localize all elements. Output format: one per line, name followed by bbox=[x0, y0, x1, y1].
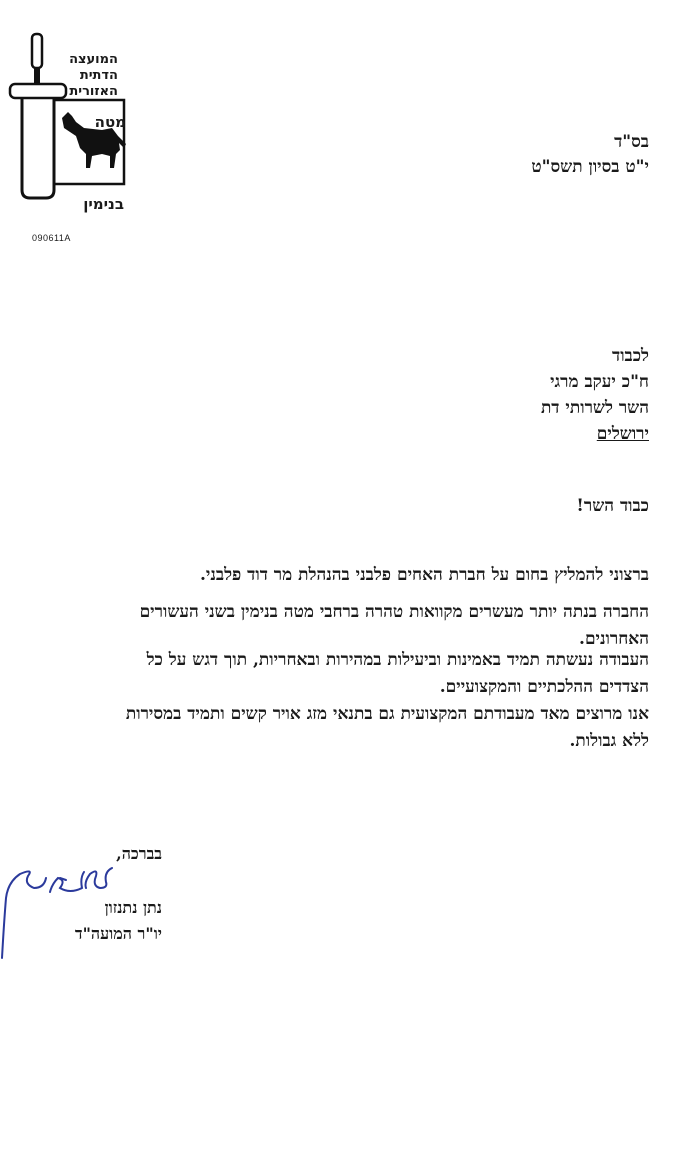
salutation: כבוד השר! bbox=[576, 496, 649, 516]
closing: בברכה, bbox=[116, 844, 162, 863]
reference-code: 090611A bbox=[32, 233, 71, 243]
body-line: האחרונים. bbox=[579, 629, 649, 649]
body-line: אנו מרוצים מאד מעבודתם המקצועית גם בתנאי מזג אויר קשים ותמיד במסירות bbox=[125, 704, 649, 724]
address-to: לכבוד bbox=[612, 346, 649, 366]
address-role: השר לשרותי דת bbox=[540, 398, 649, 418]
bsd-header: בס"ד bbox=[614, 132, 649, 152]
signatory-name: נתן נתנזון bbox=[104, 898, 162, 917]
address-city: ירושלים bbox=[596, 424, 649, 444]
body-line: החברה בנתה יותר מעשרים מקוואות טהרה ברחבי מטה בנימין בשני העשורים bbox=[139, 602, 649, 622]
body-line: ברצוני להמליץ בחום על חברת האחים פלבני בהנהלת מר דוד פלבני. bbox=[199, 565, 649, 585]
letterhead-logo bbox=[6, 32, 136, 213]
body-line: העבודה נעשתה תמיד באמינות וביעילות במהירות ובאחריות, תוך דגש על כל bbox=[146, 650, 649, 670]
council-name: המועצה הדתית האזורית bbox=[69, 52, 118, 99]
logo-word-mateh: מטה bbox=[94, 113, 126, 131]
address-recipient: ח"כ יעקב מרגי bbox=[550, 372, 649, 392]
body-line: הצדדים ההלכתיים והמקצועיים. bbox=[439, 677, 649, 697]
logo-word-binyamin: בנימין bbox=[83, 195, 124, 213]
letter-date: י"ט בסיון תשס"ט bbox=[531, 157, 649, 177]
body-line: ללא גבולות. bbox=[569, 731, 649, 751]
signatory-title: יו"ר המועה"ד bbox=[74, 924, 162, 943]
